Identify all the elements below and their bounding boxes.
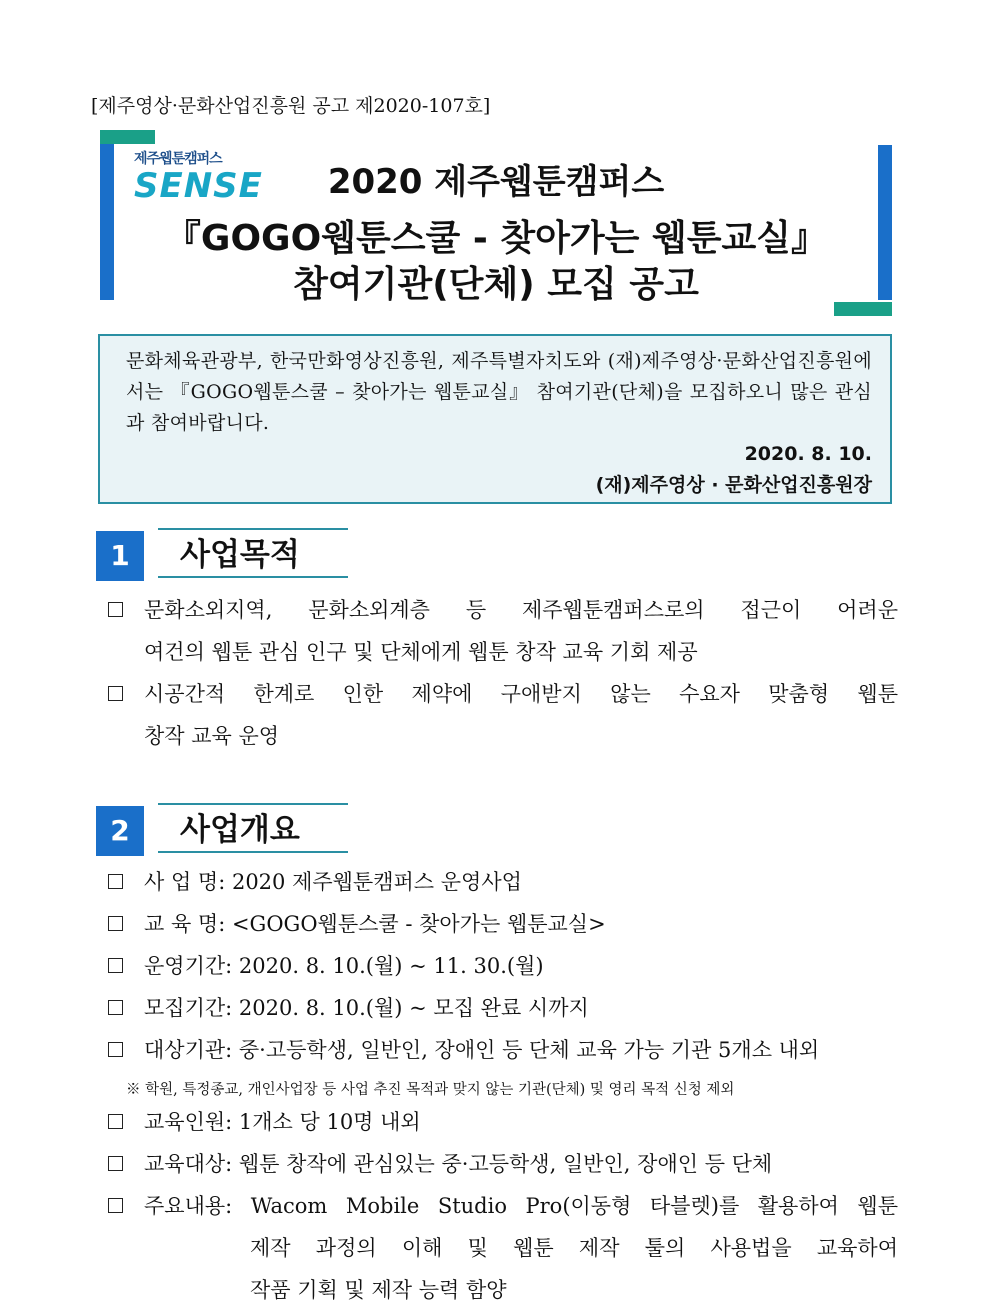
logo-wordmark: SENSE — [134, 166, 263, 206]
list-item: 운영기간: 2020. 8. 10.(월) ~ 11. 30.(월) — [108, 945, 898, 987]
list-item: 문화소외지역, 문화소외계층 등 제주웹툰캠퍼스로의 접근이 어려운 여건의 웹툰 관심 인구 및 단체에게 웹툰 창작 교육 기회 제공 — [108, 589, 898, 673]
checkbox-icon — [108, 1114, 123, 1129]
intro-box — [98, 334, 892, 504]
section-number: 1 — [96, 531, 144, 581]
section-number: 2 — [96, 806, 144, 856]
checkbox-icon — [108, 1198, 123, 1213]
checkbox-icon — [108, 686, 123, 701]
list-item: 교육대상: 웹툰 창작에 관심있는 중·고등학생, 일반인, 장애인 등 단체 — [108, 1143, 898, 1185]
section-title: 사업개요 — [158, 803, 348, 853]
checkbox-icon — [108, 602, 123, 617]
exclusion-note: ※ 학원, 특정종교, 개인사업장 등 사업 추진 목적과 맞지 않는 기관(단체) 및 영리 목적 신청 제외 — [126, 1082, 735, 1098]
checkbox-icon — [108, 958, 123, 973]
title-line-1: 2020 제주웹툰캠퍼스 — [327, 162, 665, 202]
list-item: 대상기관: 중·고등학생, 일반인, 장애인 등 단체 교육 가능 기관 5개소 내외 — [108, 1029, 898, 1071]
list-item: 시공간적 한계로 인한 제약에 구애받지 않는 수요자 맞춤형 웹툰 창작 교육 운영 — [108, 673, 898, 757]
intro-date: 2020. 8. 10. — [744, 443, 872, 465]
list-item: 교 육 명: <GOGO웹툰스쿨 - 찾아가는 웹툰교실> — [108, 903, 898, 945]
section-title: 사업목적 — [158, 528, 348, 578]
checkbox-icon — [108, 916, 123, 931]
intro-org: (재)제주영상 · 문화산업진흥원장 — [595, 474, 872, 496]
list-item: 교육인원: 1개소 당 10명 내외 — [108, 1101, 898, 1143]
checkbox-icon — [108, 1042, 123, 1057]
title-block — [100, 130, 892, 320]
title-line-3: 참여기관(단체) 모집 공고 — [293, 264, 699, 305]
checkbox-icon — [108, 1000, 123, 1015]
list-item: 사 업 명: 2020 제주웹툰캠퍼스 운영사업 — [108, 861, 898, 903]
title-line-2: 『GOGO웹툰스쿨 - 찾아가는 웹툰교실』 — [164, 218, 828, 259]
list-item: 주요내용: Wacom Mobile Studio Pro(이동형 타블렛)를 활용하여 웹툰 제작 과정의 이해 및 웹툰 제작 툴의 사용법을 교육하여 작품 기획 및 제작 능력 함양 — [108, 1185, 898, 1311]
top-left-accent — [100, 130, 155, 144]
intro-text: 문화체육관광부, 한국만화영상진흥원, 제주특별자치도와 (재)제주영상·문화산업진흥원에서는 『GOGO웹툰스쿨 – 찾아가는 웹툰교실』 참여기관(단체)을 모집하오니 많은 관심과 참여바랍니다. — [126, 350, 872, 434]
checkbox-icon — [108, 874, 123, 889]
list-item: 모집기간: 2020. 8. 10.(월) ~ 모집 완료 시까지 — [108, 987, 898, 1029]
notice-number: [제주영상·문화산업진흥원 공고 제2020-107호] — [91, 95, 491, 117]
checkbox-icon — [108, 1156, 123, 1171]
logo-caption: 제주웹툰캠퍼스 — [134, 151, 222, 167]
